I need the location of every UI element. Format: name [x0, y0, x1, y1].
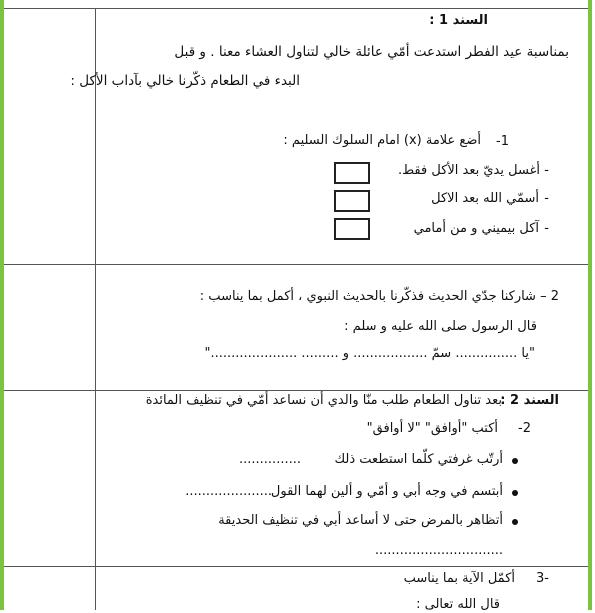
q1-option-3: آكل بيميني و من أمامي [413, 221, 539, 236]
q2-instruction: 2 – شاركنا جدّي الحديث فذكّرنا بالحديث النبوي ، أكمل بما يناسب : [199, 289, 559, 304]
margin-column-line [95, 8, 96, 610]
section2-label: السند 2 : [500, 393, 559, 408]
dash-marker: - [544, 191, 549, 206]
table-top-border [4, 8, 588, 9]
page-border-left [0, 0, 4, 610]
checkbox-1[interactable] [334, 162, 370, 184]
row-divider-2 [4, 390, 588, 391]
section2-blank-2[interactable]: ..................... [185, 484, 272, 499]
q3-verse-intro: قال الله تعالى : [416, 597, 500, 612]
row-divider-1 [4, 264, 588, 265]
checkbox-2[interactable] [334, 190, 370, 212]
q1-option-2: أسمّي الله بعد الاكل [431, 191, 539, 206]
section1-text-line1: بمناسبة عيد الفطر استدعت أمّي عائلة خالي لتناول العشاء معنا . و قبل [174, 44, 569, 60]
section2-item-2: أبتسم في وجه أبي و أمّي و ألين لهما القول [270, 484, 503, 499]
bullet [512, 458, 518, 464]
q1-option-1: أغسل يديّ بعد الأكل فقط. [397, 163, 540, 178]
dash-marker: - [544, 163, 549, 178]
section2-q-number: 2- [518, 421, 531, 436]
section2-blank-3[interactable]: ............................... [374, 543, 503, 558]
section1-label: السند 1 : [429, 13, 488, 28]
bullet [512, 519, 518, 525]
q1-instruction: أضع علامة (x) امام السلوك السليم : [283, 133, 481, 148]
bullet [512, 490, 518, 496]
q3-number: -3 [536, 571, 549, 586]
section2-item-3: أتظاهر بالمرض حتى لا أساعد أبي في تنظيف الحديقة [218, 513, 503, 528]
page-border-right [588, 0, 592, 610]
dash-marker: - [544, 221, 549, 236]
section2-text: بعد تناول الطعام طلب منّا والدي أن نساعد أمّي في تنظيف المائدة [145, 393, 502, 408]
section1-text-line2: البدء في الطعام ذكّرنا خالي بآداب الأكل : [70, 73, 300, 89]
section2-blank-1[interactable]: ............... [239, 452, 301, 467]
q1-number: 1- [496, 134, 509, 149]
section2-q-text: أكتب "أوافق" "لا أوافق" [366, 421, 498, 436]
q2-hadith-intro: قال الرسول صلى الله عليه و سلم : [344, 319, 537, 334]
section2-item-1: أرتّب غرفتي كلّما استطعت ذلك [334, 452, 503, 467]
q2-fill-blank[interactable]: "يا ............... سمّ .................. و ......... ....................." [204, 346, 535, 361]
checkbox-3[interactable] [334, 218, 370, 240]
q3-instruction: أكمّل الآية بما يناسب [403, 571, 515, 586]
row-divider-3 [4, 566, 588, 567]
